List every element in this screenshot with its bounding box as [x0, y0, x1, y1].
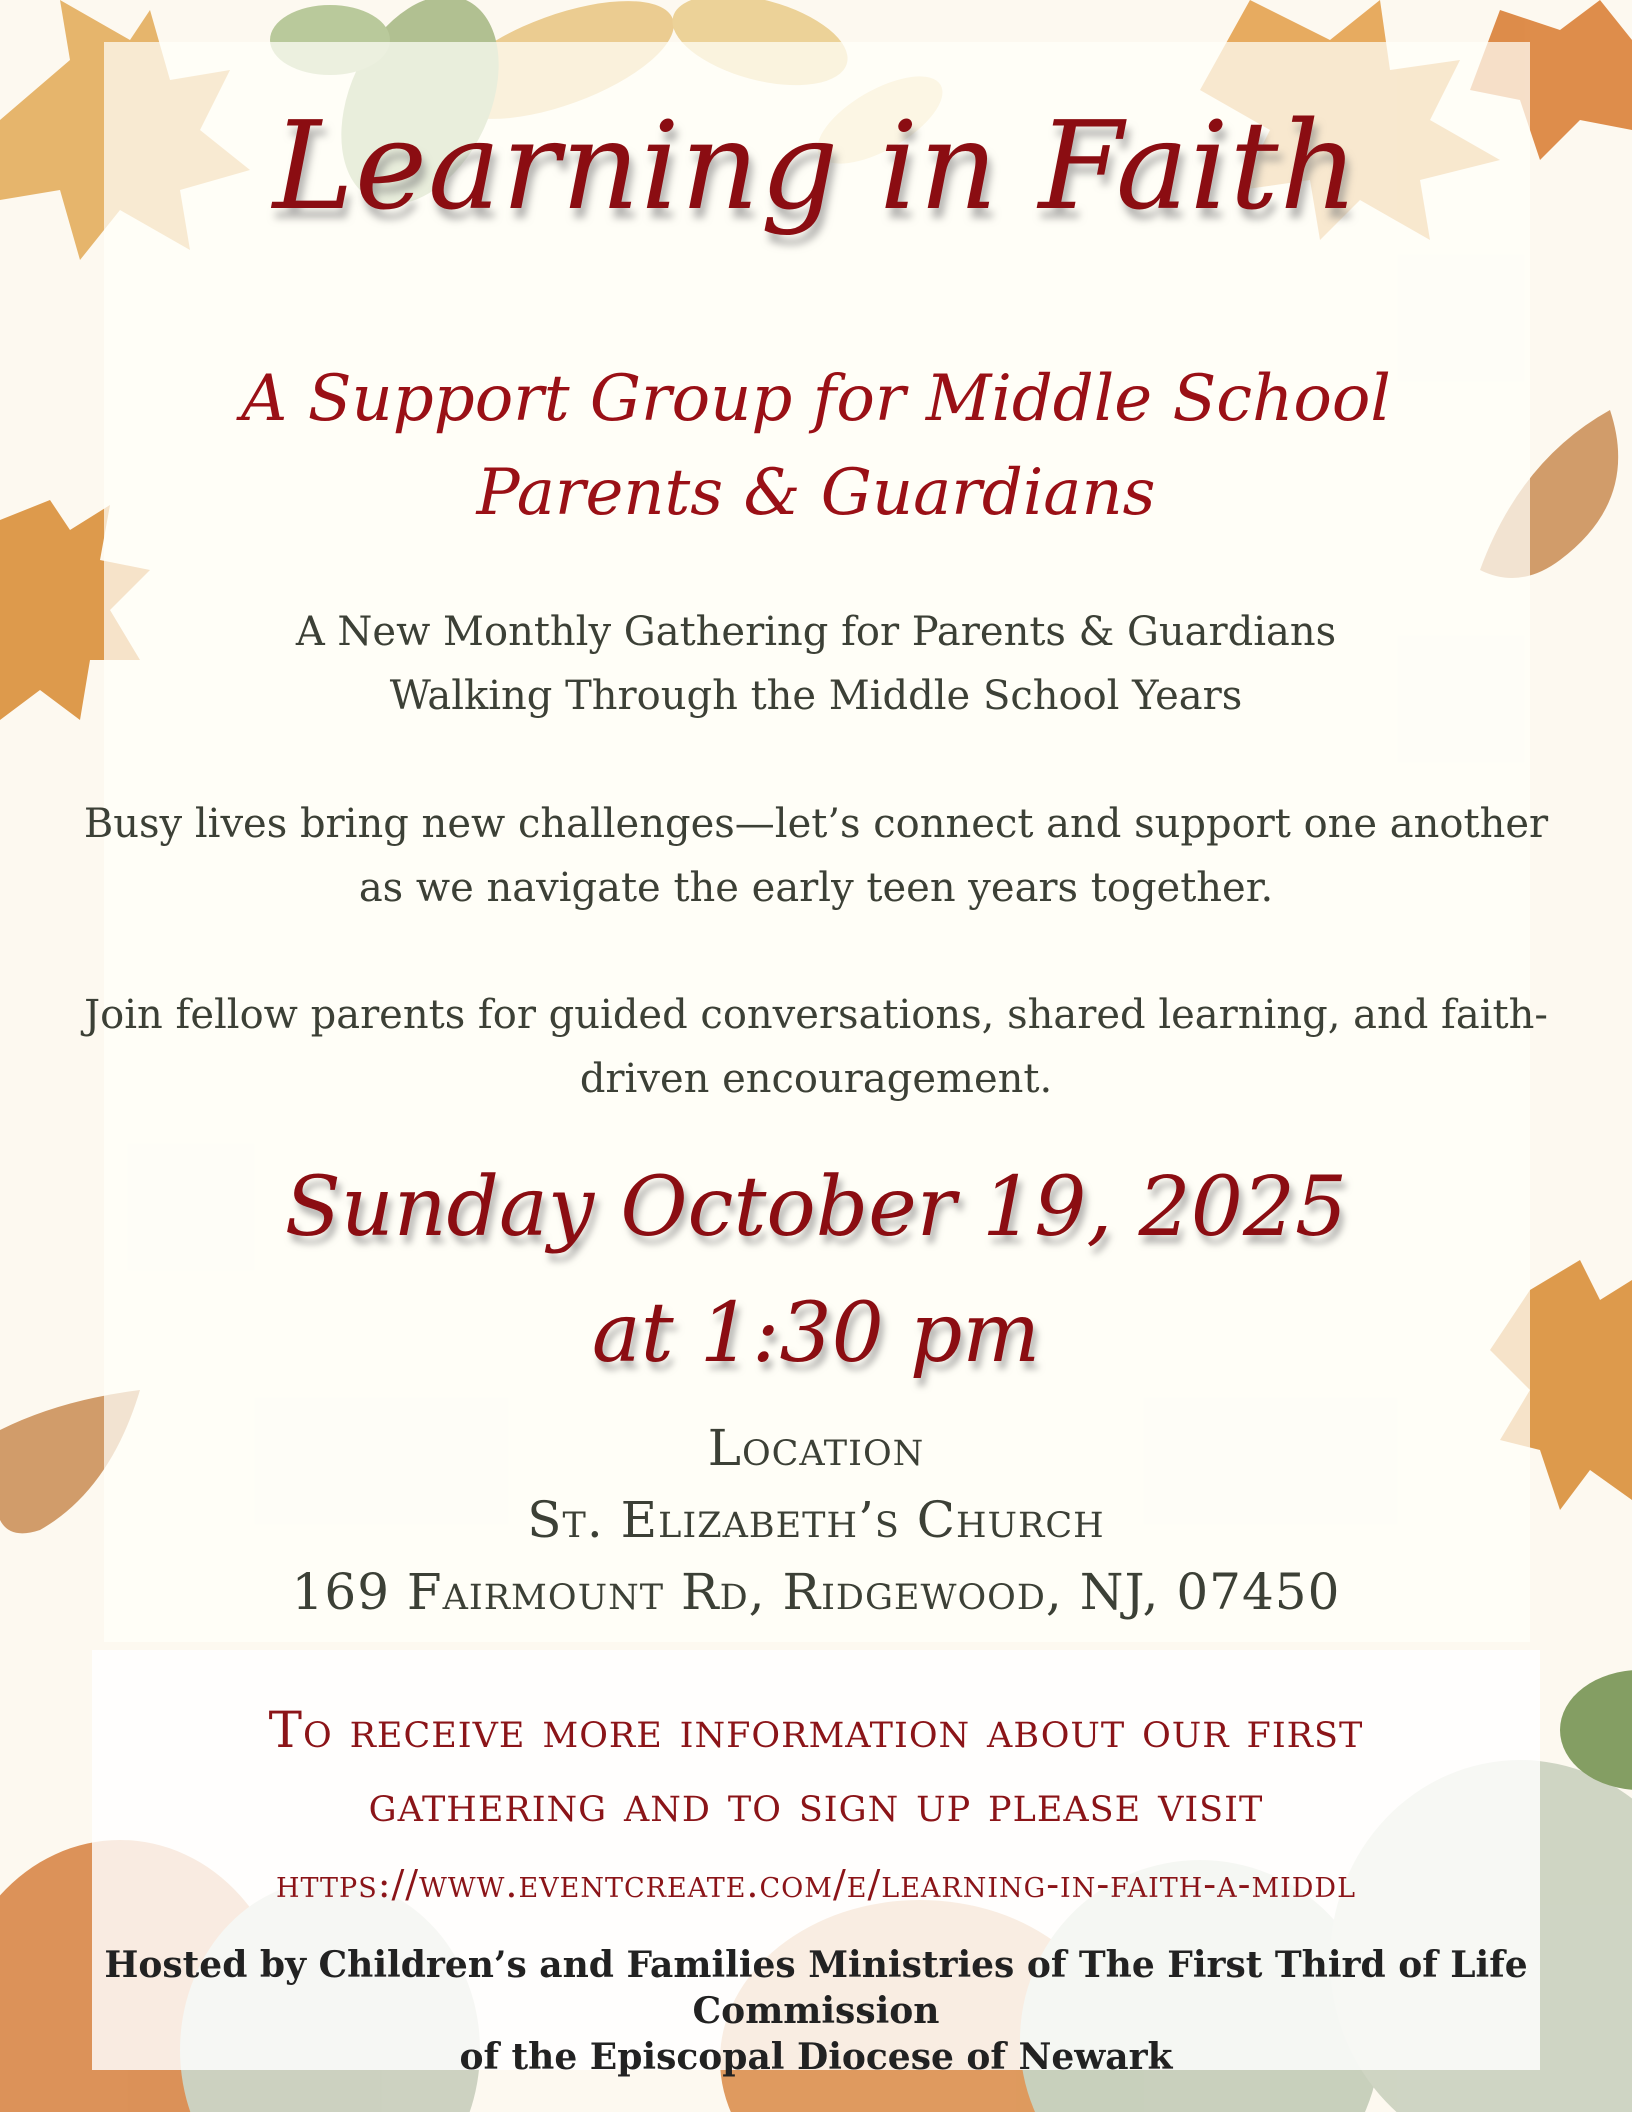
- event-date: Sunday October 19, 2025: [284, 1160, 1348, 1255]
- event-datetime: [0, 1145, 1632, 1397]
- location-heading: Location: [707, 1419, 925, 1477]
- hosted-by: [0, 1942, 1632, 2080]
- cta-text: [0, 1693, 1632, 1841]
- cta-line-2: gathering and to sign up please visit: [368, 1775, 1264, 1833]
- intro-text: [0, 600, 1632, 728]
- location-block: [0, 1412, 1632, 1628]
- cta-line-1: To receive more information about our first: [268, 1701, 1364, 1759]
- paragraph-2-line-2: driven encouragement.: [579, 1056, 1053, 1102]
- location-venue: St. Elizabeth’s Church: [527, 1491, 1105, 1549]
- event-time: at 1:30 pm: [591, 1286, 1041, 1381]
- intro-line-1: A New Monthly Gathering for Parents & Guardians: [295, 609, 1337, 655]
- location-address: 169 Fairmount Rd, Ridgewood, NJ, 07450: [291, 1563, 1341, 1621]
- paragraph-2: [0, 983, 1632, 1111]
- paragraph-2-line-1: Join fellow parents for guided conversations, shared learning, and faith-: [84, 992, 1548, 1038]
- paragraph-1-line-1: Busy lives bring new challenges—let’s connect and support one another: [83, 801, 1549, 847]
- flyer-subtitle: [0, 352, 1632, 540]
- paragraph-1: [0, 792, 1632, 920]
- hosted-line-2: of the Episcopal Diocese of Newark: [459, 2036, 1173, 2078]
- signup-link[interactable]: https://www.eventcreate.com/e/learning-in-faith-a-middl: [275, 1862, 1357, 1906]
- paragraph-1-line-2: as we navigate the early teen years together.: [358, 865, 1274, 911]
- subtitle-line-2: Parents & Guardians: [476, 456, 1156, 530]
- flyer-title: Learning in Faith: [272, 95, 1360, 237]
- subtitle-line-1: A Support Group for Middle School: [241, 362, 1391, 436]
- hosted-line-1: Hosted by Children’s and Families Ministries of The First Third of Life Commission: [104, 1944, 1528, 2032]
- intro-line-2: Walking Through the Middle School Years: [389, 673, 1243, 719]
